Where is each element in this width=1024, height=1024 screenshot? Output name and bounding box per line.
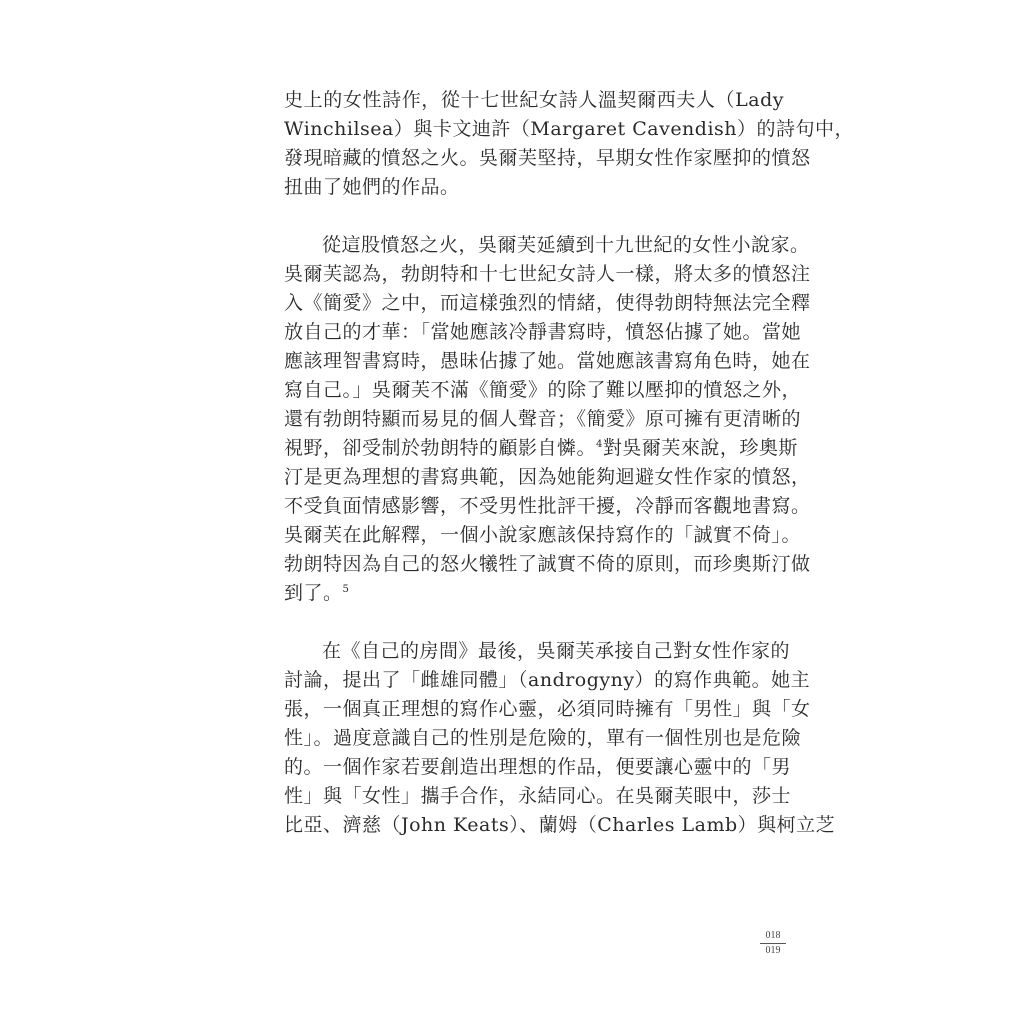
text-line: 性」。過度意識自己的性別是危險的，單有一個性別也是危險 (284, 727, 802, 749)
text-line: 汀是更為理想的書寫典範，因為她能夠迴避女性作家的憤怒， (284, 466, 811, 488)
footnote-marker: 5 (342, 584, 350, 595)
text-line: 比亞、濟慈（John Keats）、蘭姆（Charles Lamb）與柯立芝 (284, 814, 836, 836)
text-line: 發現暗藏的憤怒之火。吳爾芙堅持，早期女性作家壓抑的憤怒 (284, 147, 811, 169)
paragraph-1 (284, 86, 855, 202)
paragraph-gap (284, 202, 784, 231)
page-number (760, 930, 786, 957)
text-line: 在《自己的房間》最後，吳爾芙承接自己對女性作家的 (322, 640, 791, 662)
paragraph-gap (284, 608, 784, 637)
page-number-left: 018 (765, 930, 781, 941)
text-line: 放自己的才華：「當她應該冷靜書寫時，憤怒佔據了她。當她 (284, 321, 802, 343)
text-segment: 視野，卻受制於勃朗特的顧影自憐。 (284, 437, 597, 459)
text-segment: 對吳爾芙來說，珍奧斯 (602, 437, 798, 459)
text-line: 寫自己。」吳爾芙不滿《簡愛》的除了難以壓抑的憤怒之外， (284, 379, 802, 401)
text-line-with-footnote (284, 579, 784, 608)
text-line: 扭曲了她們的作品。 (284, 176, 460, 198)
text-line: 勃朗特因為自己的怒火犧牲了誠實不倚的原則，而珍奧斯汀做 (284, 553, 811, 575)
text-line: 性」與「女性」攜手合作，永結同心。在吳爾芙眼中，莎士 (284, 785, 792, 807)
text-line: 不受負面情感影響，不受男性批評干擾，冷靜而客觀地書寫。 (284, 495, 811, 517)
text-line: 史上的女性詩作，從十七世紀女詩人溫契爾西夫人（Lady (284, 89, 784, 111)
text-line: 的。一個作家若要創造出理想的作品，便要讓心靈中的「男 (284, 756, 792, 778)
text-line: 吳爾芙在此解釋，一個小說家應該保持寫作的「誠實不倚」。 (284, 524, 802, 546)
paragraph-3 (284, 637, 836, 840)
body-text (284, 86, 855, 840)
text-line: 入《簡愛》之中，而這樣強烈的情緒，使得勃朗特無法完全釋 (284, 292, 811, 314)
text-line: 還有勃朗特顯而易見的個人聲音；《簡愛》原可擁有更清晰的 (284, 408, 802, 430)
page-number-right: 019 (765, 945, 781, 956)
text-line-with-footnote (284, 434, 798, 463)
paragraph-2 (284, 231, 811, 608)
text-line: Winchilsea）與卡文迪許（Margaret Cavendish）的詩句中， (284, 118, 855, 140)
text-line: 吳爾芙認為，勃朗特和十七世紀女詩人一樣，將太多的憤怒注 (284, 263, 811, 285)
text-line: 從這股憤怒之火，吳爾芙延續到十九世紀的女性小說家。 (322, 234, 810, 256)
text-line: 應該理智書寫時，愚昧佔據了她。當她應該書寫角色時，她在 (284, 350, 811, 372)
text-line: 張，一個真正理想的寫作心靈，必須同時擁有「男性」與「女 (284, 698, 811, 720)
footnote-marker: 4 (596, 439, 603, 450)
text-segment: 到了。 (284, 582, 343, 604)
page-number-divider (760, 943, 786, 944)
text-line: 討論，提出了「雌雄同體」（androgyny）的寫作典範。她主 (284, 669, 811, 691)
